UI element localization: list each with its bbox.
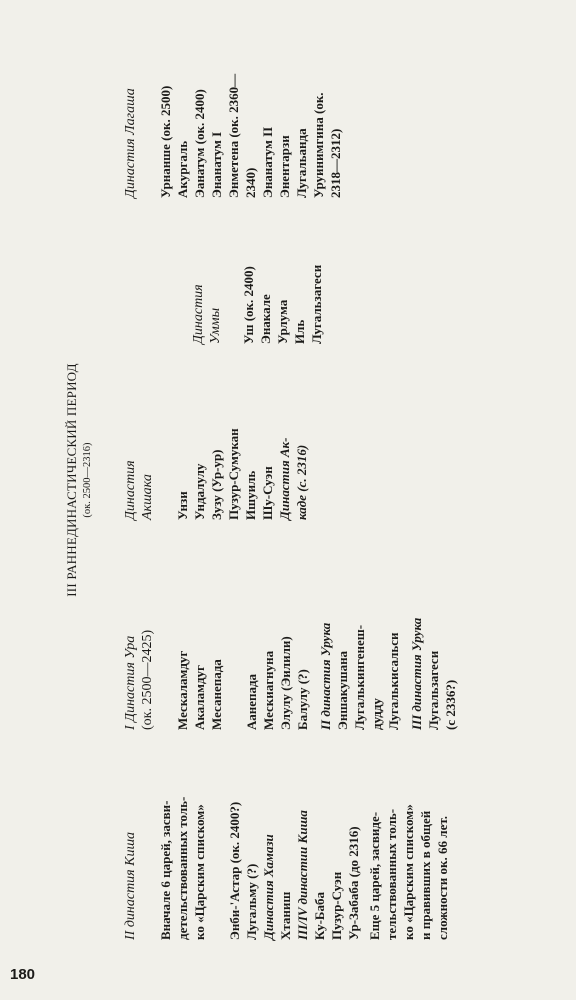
king-name: Энанатум II	[260, 126, 275, 198]
king-name: (с 2336?)	[443, 679, 458, 730]
uruk2-heading: II династия Урука	[318, 622, 333, 730]
king-name: Энанатум I	[209, 131, 224, 198]
king-name: Лугалькингенеш-	[352, 624, 367, 730]
king-name: Ур-Забаба (до 2316)	[346, 826, 361, 940]
text-line: Вначале 6 царей, засви-	[158, 800, 173, 940]
king-name: Акургаль	[175, 140, 190, 198]
king-name: Мескиагнуна	[261, 650, 276, 730]
text-line: ко «Царским списком»	[192, 804, 207, 940]
kish-kings	[226, 710, 362, 940]
king-name: Месанепада	[209, 659, 224, 730]
king-name: Лугальанда	[294, 128, 309, 198]
king-name: Энакале	[258, 294, 273, 344]
ur-dates: (ок. 2500—2425)	[140, 629, 155, 730]
umma-heading-2: Уммы	[208, 307, 223, 344]
rotated-page-content	[6, 10, 566, 950]
umma-kings	[240, 204, 325, 344]
text-line: ко «Царским списком»	[401, 804, 416, 940]
text-line: тельствованных толь-	[384, 808, 399, 940]
king-name: 2318—2312)	[328, 128, 343, 198]
text-line: сложности ок. 66 лет.	[435, 815, 450, 940]
king-name: Эанатум (ок. 2400)	[192, 89, 207, 198]
king-name: Акаламдуг	[192, 665, 207, 730]
umma-heading: Династия	[191, 284, 206, 344]
king-name: Энентарзи	[277, 135, 292, 198]
king-name: Аанепада	[244, 673, 259, 730]
ur-heading: I Династия Ура	[123, 635, 138, 730]
king-name: Энметена (ок. 2360—	[226, 73, 241, 198]
ur-kings-1	[174, 500, 225, 730]
king-name: Шу-Суэн	[260, 466, 275, 520]
king-name: Лугалькисальси	[386, 632, 401, 730]
column-lagash	[122, 18, 344, 198]
king-name: Хтаниш	[278, 891, 293, 940]
akshak-heading: Династия	[123, 460, 138, 520]
king-name: Пузур-Сумукан	[226, 428, 241, 520]
king-name: Зузу (Ур-ур)	[209, 449, 224, 520]
king-name: Уруинимгина (ок.	[311, 92, 326, 198]
kish-intro	[157, 710, 208, 940]
hamazi-heading: Династия Хамази	[261, 834, 276, 940]
ur-kings-2	[243, 500, 459, 730]
page-number: 180	[10, 966, 36, 983]
king-name: Ишуиль	[243, 470, 258, 520]
akkad-heading-2: каде (с. 2316)	[294, 444, 309, 520]
kish-heading: II династия Киша	[123, 831, 138, 940]
lagash-heading: Династия Лагаша	[123, 88, 138, 198]
text-line: и правивших в общей	[418, 810, 433, 940]
column-umma	[122, 204, 325, 344]
text-line: Еще 5 царей, засвидe-	[367, 811, 382, 940]
king-name: Пузур-Суэн	[329, 871, 344, 940]
king-name: Лугальзагеси	[426, 650, 441, 730]
king-name: Мескаламдуг	[175, 650, 190, 730]
akkad-heading: Династия Ак-	[277, 437, 292, 520]
king-name: Балулу (?)	[295, 669, 310, 730]
kish-closing	[366, 710, 451, 940]
king-name: Лугальзагеси	[309, 264, 324, 344]
kish34-heading: III/IV династии Киша	[295, 810, 310, 940]
king-name: Унзи	[175, 491, 190, 520]
king-name: Ку-Баба	[312, 891, 327, 940]
king-name: Уш (ок. 2400)	[241, 266, 256, 344]
king-name: Элулу (Эилили)	[278, 636, 293, 730]
king-name: Лугальму (?)	[244, 863, 259, 940]
king-name: Урнанше (ок. 2500)	[158, 85, 173, 198]
uruk3-heading: III династия Урука	[409, 617, 424, 730]
lagash-kings	[157, 18, 344, 198]
akshak-heading-2: Акшака	[140, 474, 155, 520]
column-ur	[122, 500, 459, 730]
king-name: Эншакушана	[335, 650, 350, 730]
king-name: Ундалулу	[192, 463, 207, 520]
column-kish	[122, 710, 451, 940]
king-name: дудду	[369, 698, 384, 730]
text-line: детельствованных толь-	[175, 796, 190, 940]
page-title: III РАННЕДИНАСТИЧЕСКИЙ ПЕРИОД	[64, 363, 79, 597]
king-name: Энби-'Астар (ок. 2400?)	[227, 801, 242, 940]
king-name: Иль	[292, 319, 307, 344]
king-name: Урлума	[275, 299, 290, 344]
page-subtitle: (ок. 2500—2316)	[82, 442, 93, 518]
king-name: 2340)	[243, 167, 258, 198]
